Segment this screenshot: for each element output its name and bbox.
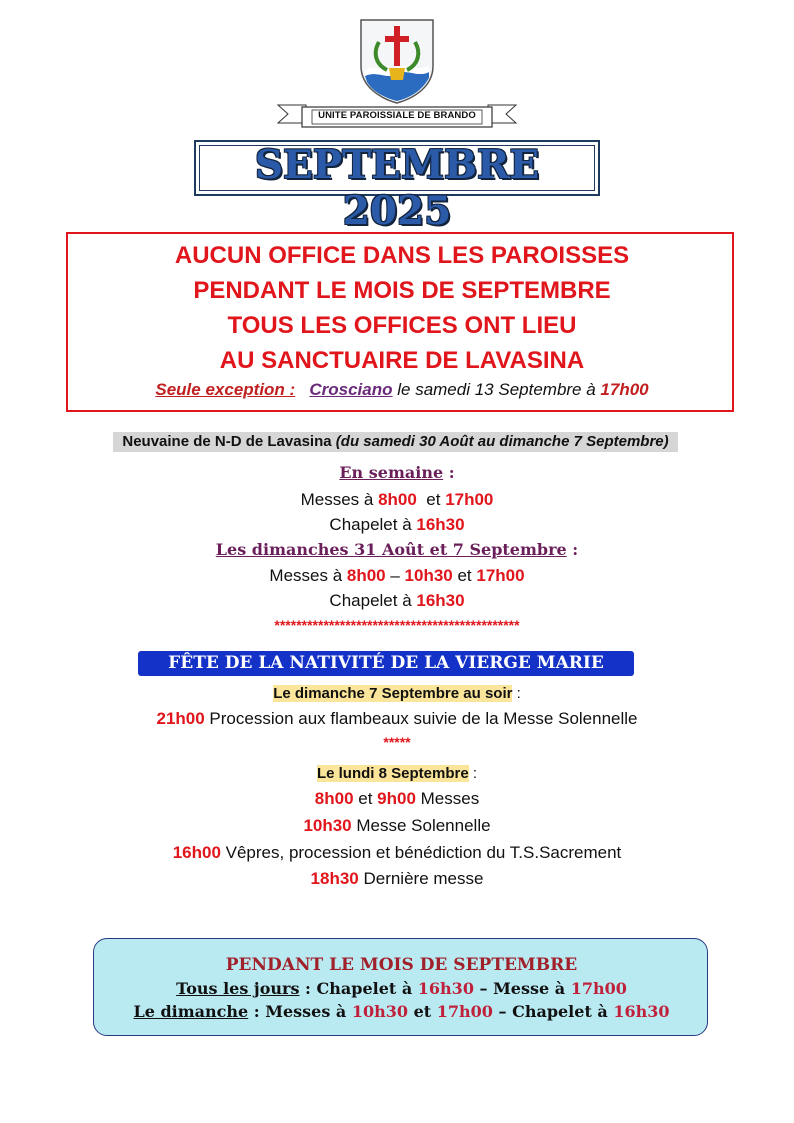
separator-stars: ********************************************* [274,617,520,633]
lundi-derniere: 18h30 Dernière messe [310,869,484,888]
time: 17h00 [445,490,494,509]
dimanches-heading-line: Les dimanches 31 Août et 7 Septembre : [215,540,579,559]
time: 8h00 [346,566,386,585]
time: 21h00 [156,709,205,728]
notice-box [66,232,734,412]
separator-stars-short: ***** [383,734,411,750]
page-title: SEPTEMBRE 2025 [254,142,540,234]
time: 9h00 [377,789,416,808]
exception-time: 17h00 [600,380,649,399]
summary-box [93,938,708,1036]
dimanches-chapelet: Chapelet à 16h30 [329,591,465,610]
lundi-solennelle: 10h30 Messe Solennelle [303,816,491,835]
time: 8h00 [378,490,417,509]
neuvaine-heading [113,432,678,452]
time: 18h30 [310,869,359,888]
time: 17h00 [476,566,525,585]
semaine-heading-line: En semaine : [339,463,455,482]
ribbon-label: UNITE PAROISSIALE DE BRANDO [318,110,476,121]
lundi-vepres: 16h00 Vêpres, procession et bénédiction du T.S.Sacrement [172,843,622,862]
time: 16h30 [613,1002,670,1021]
exception-place: Crosciano [309,380,393,399]
semaine-chapelet: Chapelet à 16h30 [329,515,465,534]
summary-heading: PENDANT LE MOIS DE SEPTEMBRE [225,955,578,975]
notice-line: AU SANCTUAIRE DE LAVASINA [219,347,585,374]
summary-jours: Tous les jours : Chapelet à 16h30 – Messe à 17h00 [176,979,627,998]
neuvaine-dates: (du samedi 30 Août au dimanche 7 Septembre) [335,433,669,450]
parish-crest-icon [359,18,435,104]
neuvaine-title: Neuvaine de N-D de Lavasina [122,433,332,450]
time: 10h30 [404,566,453,585]
time: 10h30 [351,1002,409,1021]
procession-line: 21h00 Procession aux flambeaux suivie de la Messe Solennelle [156,709,638,728]
semaine-heading: En semaine [339,463,444,482]
time: 16h30 [416,515,465,534]
fete-dimanche-label: Le dimanche 7 Septembre au soir [273,685,513,702]
dimanches-messes: Messes à 8h00 – 10h30 et 17h00 [269,566,525,585]
fete-lundi-label: Le lundi 8 Septembre [316,765,469,782]
exception-label: Seule exception : [155,380,296,399]
time: 10h30 [303,816,352,835]
notice-line: AUCUN OFFICE DANS LES PAROISSES [174,242,630,269]
time: 16h00 [172,843,221,862]
time: 8h00 [314,789,354,808]
time: 16h30 [417,979,474,998]
summary-dimanche: Le dimanche : Messes à 10h30 et 17h00 – Chapelet à 16h30 [133,1002,670,1021]
semaine-messes: Messes à 8h00 et 17h00 [300,490,494,509]
time: 17h00 [570,979,627,998]
exception-line [68,380,736,400]
time: 17h00 [436,1002,493,1021]
dimanches-heading: Les dimanches 31 Août et 7 Septembre [215,540,567,559]
fete-banner: FÊTE DE LA NATIVITÉ DE LA VIERGE MARIE [138,651,634,676]
exception-text: le samedi 13 Septembre à [392,380,601,399]
time: 16h30 [416,591,465,610]
notice-line: TOUS LES OFFICES ONT LIEU [227,312,577,339]
notice-line: PENDANT LE MOIS DE SEPTEMBRE [193,277,611,304]
lundi-messes: 8h00 et 9h00 Messes [314,789,480,808]
fete-dimanche-line: Le dimanche 7 Septembre au soir : [273,685,521,702]
fete-lundi-line: Le lundi 8 Septembre : [316,765,478,782]
